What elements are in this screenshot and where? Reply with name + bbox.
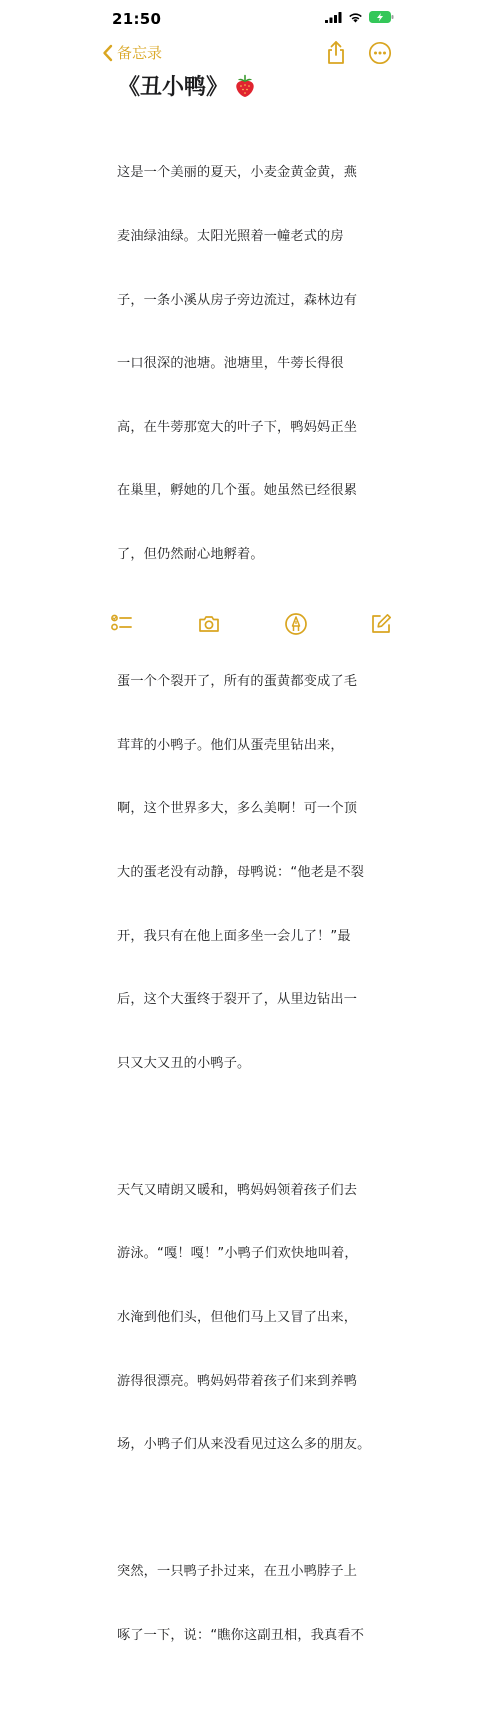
camera-icon xyxy=(197,612,221,636)
text-line: 后，这个大蛋终于裂开了，从里边钻出一 xyxy=(117,992,358,1008)
text-line: 啊，这个世界多大，多么美啊！可一个顶 xyxy=(117,801,358,817)
compose-icon xyxy=(369,612,393,636)
note-paragraph-4 xyxy=(117,1519,393,1689)
text-line: 这是一个美丽的夏天，小麦金黄金黄，燕 xyxy=(117,165,358,181)
note-title-row[interactable] xyxy=(118,70,256,101)
text-line: 突然，一只鸭子扑过来，在丑小鸭脖子上 xyxy=(117,1564,358,1580)
more-icon xyxy=(368,41,392,65)
text-line: 啄了一下，说：“瞧你这副丑相，我真看不 xyxy=(117,1627,365,1643)
status-time: 21:50 xyxy=(112,10,162,28)
wifi-icon xyxy=(348,12,363,23)
text-line: 麦油绿油绿。太阳光照着一幢老式的房 xyxy=(117,229,344,245)
text-line: 蛋一个个裂开了，所有的蛋黄都变成了毛 xyxy=(117,674,358,690)
text-line: 了，但仍然耐心地孵着。 xyxy=(117,547,264,563)
text-line: 游得很漂亮。鸭妈妈带着孩子们来到养鸭 xyxy=(117,1373,358,1389)
camera-button[interactable] xyxy=(197,612,221,636)
text-line: 在巢里，孵她的几个蛋。她虽然已经很累 xyxy=(117,483,358,499)
note-paragraph-1 xyxy=(117,120,393,608)
text-line: 茸茸的小鸭子。他们从蛋壳里钻出来， xyxy=(117,737,344,753)
text-line: 开，我只有在他上面多坐一会儿了！”最 xyxy=(117,928,351,944)
text-line: 水淹到他们头，但他们马上又冒了出来， xyxy=(117,1309,358,1325)
note-title: 《丑小鸭》 xyxy=(118,75,229,100)
checklist-icon xyxy=(110,612,134,636)
share-button[interactable] xyxy=(324,40,348,66)
text-line: 一口很深的池塘。池塘里，牛蒡长得很 xyxy=(117,356,344,372)
signal-icon xyxy=(325,12,342,23)
text-line: 子，一条小溪从房子旁边流过，森林边有 xyxy=(117,292,358,308)
share-icon xyxy=(324,40,348,66)
text-line: 游泳。“嘎！嘎！”小鸭子们欢快地叫着， xyxy=(117,1246,358,1262)
nav-bar xyxy=(0,36,500,74)
strawberry-icon xyxy=(234,74,256,98)
more-button[interactable] xyxy=(368,41,392,65)
note-paragraph-3 xyxy=(117,1137,393,1497)
markup-pen-icon xyxy=(284,612,308,636)
text-line: 天气又晴朗又暖和，鸭妈妈领着孩子们去 xyxy=(117,1182,358,1198)
checklist-button[interactable] xyxy=(110,612,134,636)
status-icons xyxy=(325,11,394,23)
note-paragraph-2 xyxy=(117,629,393,1117)
note-body[interactable] xyxy=(117,120,393,1709)
bottom-toolbar xyxy=(0,604,500,654)
status-bar xyxy=(0,0,500,36)
text-line: 只又大又丑的小鸭子。 xyxy=(117,1055,251,1071)
markup-button[interactable] xyxy=(284,612,308,636)
text-line: 大的蛋老没有动静，母鸭说：“他老是不裂 xyxy=(117,864,365,880)
text-line: 高，在牛蒡那宽大的叶子下，鸭妈妈正坐 xyxy=(117,419,358,435)
back-label: 备忘录 xyxy=(117,44,163,62)
back-button[interactable] xyxy=(102,42,162,63)
text-line: 场，小鸭子们从来没看见过这么多的朋友。 xyxy=(117,1437,371,1453)
compose-button[interactable] xyxy=(369,612,393,636)
battery-charging-icon xyxy=(369,11,394,23)
chevron-left-icon xyxy=(102,44,113,62)
